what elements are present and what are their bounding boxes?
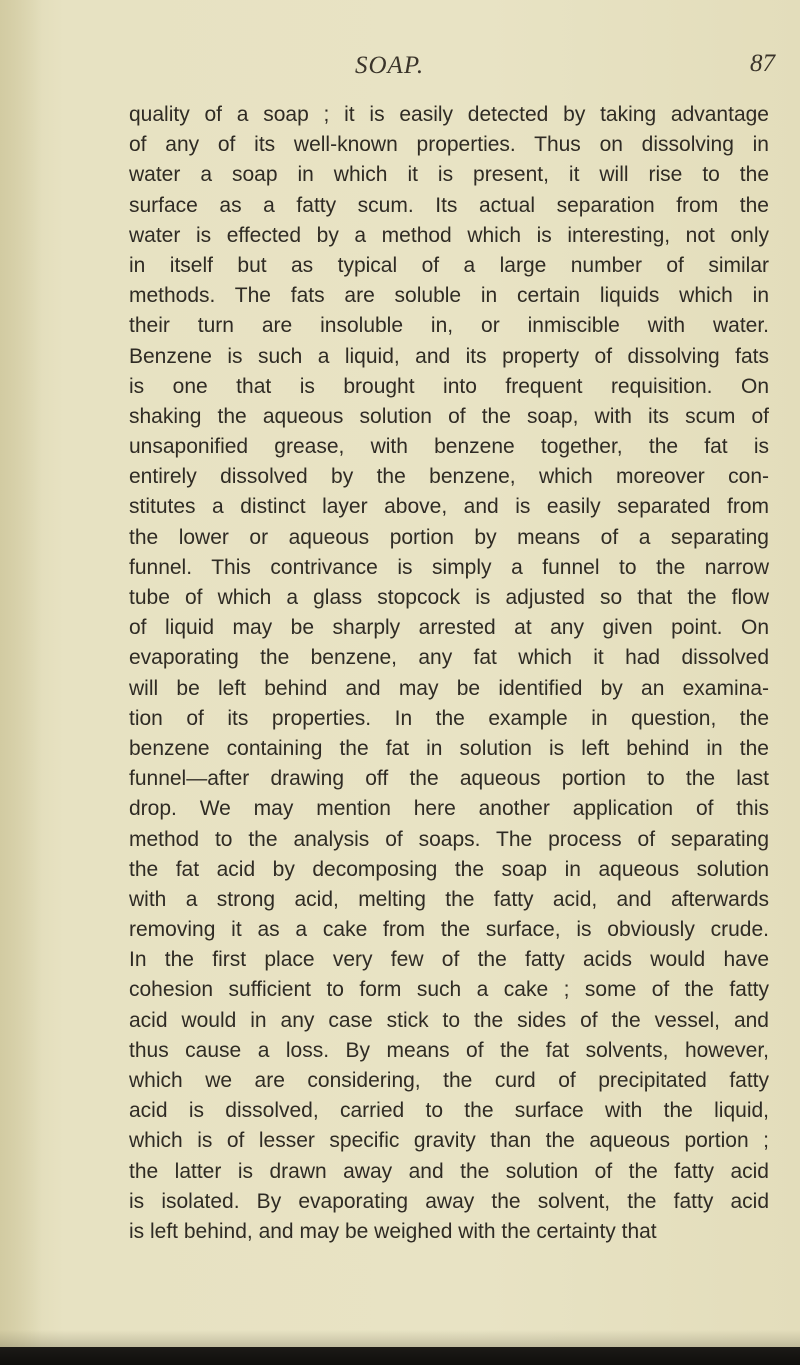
text-line: benzene containing the fat in solution is left behind in the	[129, 736, 769, 760]
text-line: drop. We may mention here another application of this	[129, 797, 769, 821]
text-line: tion of its properties. In the example in question, the	[129, 706, 769, 730]
text-line: with a strong acid, melting the fatty acid, and afterwards	[129, 887, 769, 911]
text-line: water a soap in which it is present, it will rise to the	[129, 163, 769, 187]
text-line: entirely dissolved by the benzene, which moreover con-	[129, 465, 769, 489]
text-line: which we are considering, the curd of precipitated fatty	[129, 1069, 769, 1092]
text-line: In the first place very few of the fatty acids would have	[129, 948, 769, 972]
text-line: will be left behind and may be identified by an examina-	[129, 676, 769, 700]
text-line: method to the analysis of soaps. The process of separating	[129, 827, 769, 851]
text-line: is isolated. By evaporating away the solvent, the fatty acid	[129, 1189, 769, 1213]
text-line: evaporating the benzene, any fat which it had dissolved	[129, 646, 769, 670]
running-head	[0, 52, 800, 86]
text-line: which is of lesser specific gravity than the aqueous portion ;	[129, 1129, 769, 1153]
page-bottom-edge	[0, 1347, 800, 1365]
page-gutter-shadow	[0, 0, 42, 1365]
text-line: in itself but as typical of a large number of similar	[129, 253, 769, 277]
page-number: 87	[750, 50, 775, 77]
text-line: their turn are insoluble in, or inmiscible with water.	[129, 314, 769, 338]
text-line: of any of its well-known properties. Thus on dissolving in	[129, 133, 769, 157]
text-line: funnel—after drawing off the aqueous portion to the last	[129, 767, 769, 791]
text-line: is one that is brought into frequent requisition. On	[129, 374, 769, 398]
page-bottom-fade	[0, 1330, 800, 1348]
text-line: quality of a soap ; it is easily detected by taking advantage	[129, 103, 769, 126]
text-line: tube of which a glass stopcock is adjusted so that the flow	[129, 586, 769, 609]
text-line: the lower or aqueous portion by means of a separating	[129, 525, 769, 549]
text-line: acid is dissolved, carried to the surface with the liquid,	[129, 1099, 769, 1123]
text-line: shaking the aqueous solution of the soap, with its scum of	[129, 404, 769, 428]
text-line: stitutes a distinct layer above, and is easily separated from	[129, 495, 769, 519]
text-line: the latter is drawn away and the solution of the fatty acid	[129, 1159, 769, 1183]
body-paragraph	[129, 100, 769, 1247]
text-line: of liquid may be sharply arrested at any given point. On	[129, 616, 769, 640]
running-head-title: SOAP.	[355, 52, 425, 79]
text-line: funnel. This contrivance is simply a funnel to the narrow	[129, 555, 769, 579]
text-line: methods. The fats are soluble in certain liquids which in	[129, 284, 769, 308]
text-line: is left behind, and may be weighed with the certainty that	[129, 1219, 657, 1243]
text-line: removing it as a cake from the surface, is obviously crude.	[129, 918, 769, 942]
text-line: the fat acid by decomposing the soap in aqueous solution	[129, 857, 769, 881]
text-line: acid would in any case stick to the sides of the vessel, and	[129, 1008, 769, 1032]
text-line: surface as a fatty scum. Its actual separation from the	[129, 193, 769, 217]
text-line: thus cause a loss. By means of the fat solvents, however,	[129, 1038, 769, 1062]
text-line: Benzene is such a liquid, and its property of dissolving fats	[129, 344, 769, 368]
text-line: cohesion sufficient to form such a cake ; some of the fatty	[129, 978, 769, 1002]
text-line: unsaponified grease, with benzene together, the fat is	[129, 435, 769, 459]
text-line: water is effected by a method which is interesting, not only	[129, 223, 769, 247]
